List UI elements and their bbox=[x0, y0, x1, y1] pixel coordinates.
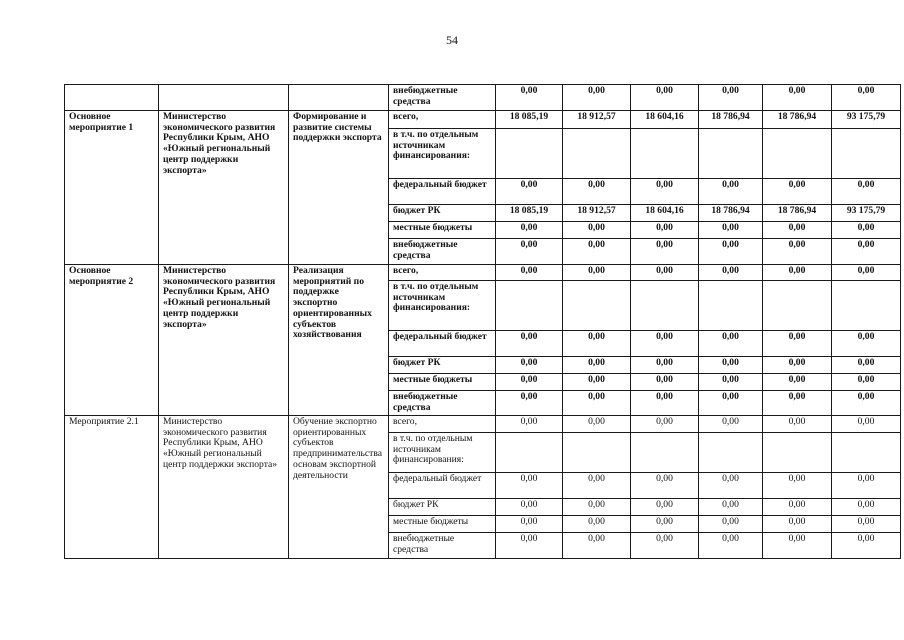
table-body bbox=[65, 85, 901, 559]
value-cell: 0,00 bbox=[699, 239, 763, 265]
source-cell: местные бюджеты bbox=[389, 374, 496, 391]
value-cell: 0,00 bbox=[763, 179, 832, 205]
value-cell: 0,00 bbox=[631, 222, 699, 239]
value-cell: 0,00 bbox=[832, 331, 901, 357]
value-cell: 0,00 bbox=[631, 374, 699, 391]
value-cell: 0,00 bbox=[563, 516, 631, 533]
value-cell: 0,00 bbox=[563, 533, 631, 559]
value-cell: 0,00 bbox=[699, 374, 763, 391]
value-cell bbox=[763, 129, 832, 179]
source-cell: внебюджетные средства bbox=[389, 239, 496, 265]
value-cell bbox=[496, 281, 563, 331]
value-cell bbox=[631, 129, 699, 179]
value-cell: 0,00 bbox=[763, 416, 832, 433]
name-cell: Реализация мероприятий по поддержке экспортно ориентированных субъектов хозяйствования bbox=[289, 265, 389, 416]
value-cell: 0,00 bbox=[563, 331, 631, 357]
value-cell: 0,00 bbox=[563, 239, 631, 265]
source-cell: бюджет РК bbox=[389, 499, 496, 516]
value-cell: 0,00 bbox=[563, 473, 631, 499]
value-cell: 0,00 bbox=[832, 533, 901, 559]
value-cell bbox=[631, 281, 699, 331]
source-cell: всего, bbox=[389, 111, 496, 129]
value-cell: 0,00 bbox=[631, 473, 699, 499]
value-cell: 0,00 bbox=[496, 239, 563, 265]
value-cell bbox=[563, 281, 631, 331]
value-cell: 0,00 bbox=[496, 499, 563, 516]
source-cell: всего, bbox=[389, 265, 496, 281]
source-cell: федеральный бюджет bbox=[389, 331, 496, 357]
value-cell: 0,00 bbox=[832, 516, 901, 533]
budget-table bbox=[64, 84, 901, 559]
value-cell: 0,00 bbox=[832, 357, 901, 374]
value-cell: 0,00 bbox=[832, 85, 901, 111]
page-number: 54 bbox=[446, 33, 458, 47]
value-cell bbox=[631, 433, 699, 473]
status-cell: Основное мероприятие 1 bbox=[65, 111, 159, 265]
value-cell: 0,00 bbox=[699, 473, 763, 499]
status-cell bbox=[65, 85, 159, 111]
value-cell: 0,00 bbox=[763, 239, 832, 265]
value-cell: 0,00 bbox=[631, 516, 699, 533]
value-cell: 0,00 bbox=[631, 533, 699, 559]
value-cell: 0,00 bbox=[763, 499, 832, 516]
value-cell: 93 175,79 bbox=[832, 111, 901, 129]
source-cell: местные бюджеты bbox=[389, 222, 496, 239]
value-cell: 0,00 bbox=[832, 416, 901, 433]
value-cell: 0,00 bbox=[699, 516, 763, 533]
value-cell: 18 786,94 bbox=[699, 205, 763, 222]
value-cell: 0,00 bbox=[631, 499, 699, 516]
value-cell: 18 912,57 bbox=[563, 111, 631, 129]
value-cell: 0,00 bbox=[563, 374, 631, 391]
value-cell: 0,00 bbox=[496, 416, 563, 433]
table-row bbox=[65, 265, 901, 281]
value-cell: 0,00 bbox=[832, 473, 901, 499]
value-cell: 0,00 bbox=[763, 473, 832, 499]
value-cell: 0,00 bbox=[832, 239, 901, 265]
value-cell: 0,00 bbox=[699, 357, 763, 374]
value-cell: 18 786,94 bbox=[763, 111, 832, 129]
source-cell: федеральный бюджет bbox=[389, 473, 496, 499]
value-cell bbox=[699, 129, 763, 179]
value-cell bbox=[832, 129, 901, 179]
source-cell: в т.ч. по отдельным источникам финансирования: bbox=[389, 281, 496, 331]
value-cell: 0,00 bbox=[496, 391, 563, 416]
value-cell: 0,00 bbox=[699, 265, 763, 281]
value-cell: 0,00 bbox=[631, 391, 699, 416]
value-cell: 0,00 bbox=[832, 374, 901, 391]
value-cell: 18 085,19 bbox=[496, 205, 563, 222]
value-cell: 0,00 bbox=[496, 357, 563, 374]
source-cell: местные бюджеты bbox=[389, 516, 496, 533]
value-cell: 0,00 bbox=[496, 473, 563, 499]
value-cell: 0,00 bbox=[763, 265, 832, 281]
value-cell: 0,00 bbox=[763, 391, 832, 416]
source-cell: внебюджетные средства bbox=[389, 391, 496, 416]
value-cell: 0,00 bbox=[699, 391, 763, 416]
value-cell bbox=[832, 281, 901, 331]
source-cell: всего, bbox=[389, 416, 496, 433]
value-cell: 93 175,79 bbox=[832, 205, 901, 222]
value-cell: 0,00 bbox=[563, 179, 631, 205]
status-cell: Мероприятие 2.1 bbox=[65, 416, 159, 559]
value-cell: 0,00 bbox=[631, 179, 699, 205]
status-cell: Основное мероприятие 2 bbox=[65, 265, 159, 416]
value-cell: 18 604,16 bbox=[631, 205, 699, 222]
name-cell: Формирование и развитие системы поддержки экспорта bbox=[289, 111, 389, 265]
value-cell: 0,00 bbox=[699, 533, 763, 559]
executor-cell: Министерство экономического развития Республики Крым, АНО «Южный региональный центр поддержки экспорта» bbox=[159, 111, 289, 265]
value-cell: 0,00 bbox=[699, 331, 763, 357]
value-cell: 18 786,94 bbox=[699, 111, 763, 129]
value-cell: 0,00 bbox=[699, 179, 763, 205]
value-cell: 0,00 bbox=[699, 499, 763, 516]
value-cell bbox=[699, 433, 763, 473]
source-cell: бюджет РК bbox=[389, 357, 496, 374]
value-cell: 0,00 bbox=[631, 416, 699, 433]
value-cell bbox=[496, 129, 563, 179]
value-cell: 0,00 bbox=[699, 222, 763, 239]
value-cell: 0,00 bbox=[699, 416, 763, 433]
executor-cell: Министерство экономического развития Республики Крым, АНО «Южный региональный центр поддержки экспорта» bbox=[159, 265, 289, 416]
value-cell: 0,00 bbox=[496, 533, 563, 559]
value-cell: 0,00 bbox=[563, 85, 631, 111]
value-cell: 0,00 bbox=[563, 357, 631, 374]
value-cell: 0,00 bbox=[832, 499, 901, 516]
value-cell: 0,00 bbox=[496, 222, 563, 239]
value-cell: 0,00 bbox=[563, 416, 631, 433]
value-cell: 0,00 bbox=[563, 222, 631, 239]
table-row bbox=[65, 85, 901, 111]
source-cell: внебюджетные средства bbox=[389, 533, 496, 559]
value-cell: 0,00 bbox=[496, 265, 563, 281]
value-cell: 0,00 bbox=[496, 516, 563, 533]
source-cell: бюджет РК bbox=[389, 205, 496, 222]
value-cell: 18 604,16 bbox=[631, 111, 699, 129]
value-cell: 0,00 bbox=[496, 85, 563, 111]
value-cell: 18 912,57 bbox=[563, 205, 631, 222]
value-cell: 0,00 bbox=[832, 265, 901, 281]
table-row bbox=[65, 111, 901, 129]
executor-cell bbox=[159, 85, 289, 111]
value-cell bbox=[699, 281, 763, 331]
source-cell: в т.ч. по отдельным источникам финансирования: bbox=[389, 129, 496, 179]
value-cell: 18 786,94 bbox=[763, 205, 832, 222]
value-cell: 0,00 bbox=[563, 265, 631, 281]
value-cell: 0,00 bbox=[631, 265, 699, 281]
value-cell: 0,00 bbox=[699, 85, 763, 111]
value-cell: 0,00 bbox=[763, 85, 832, 111]
value-cell: 0,00 bbox=[832, 222, 901, 239]
value-cell: 0,00 bbox=[763, 331, 832, 357]
value-cell: 0,00 bbox=[496, 374, 563, 391]
value-cell: 0,00 bbox=[563, 499, 631, 516]
value-cell: 18 085,19 bbox=[496, 111, 563, 129]
value-cell bbox=[496, 433, 563, 473]
table-row bbox=[65, 416, 901, 433]
value-cell: 0,00 bbox=[763, 533, 832, 559]
value-cell: 0,00 bbox=[496, 331, 563, 357]
source-cell: в т.ч. по отдельным источникам финансирования: bbox=[389, 433, 496, 473]
value-cell bbox=[763, 281, 832, 331]
source-cell: федеральный бюджет bbox=[389, 179, 496, 205]
value-cell: 0,00 bbox=[832, 179, 901, 205]
value-cell: 0,00 bbox=[563, 391, 631, 416]
value-cell: 0,00 bbox=[496, 179, 563, 205]
value-cell: 0,00 bbox=[631, 331, 699, 357]
name-cell: Обучение экспортно ориентированных субъектов предпринимательства основам экспортной деятельности bbox=[289, 416, 389, 559]
value-cell bbox=[832, 433, 901, 473]
value-cell bbox=[563, 129, 631, 179]
source-cell: внебюджетные средства bbox=[389, 85, 496, 111]
value-cell: 0,00 bbox=[631, 85, 699, 111]
value-cell: 0,00 bbox=[763, 357, 832, 374]
value-cell: 0,00 bbox=[763, 516, 832, 533]
value-cell bbox=[763, 433, 832, 473]
name-cell bbox=[289, 85, 389, 111]
value-cell: 0,00 bbox=[631, 239, 699, 265]
value-cell bbox=[563, 433, 631, 473]
executor-cell: Министерство экономического развития Республики Крым, АНО «Южный региональный центр поддержки экспорта» bbox=[159, 416, 289, 559]
value-cell: 0,00 bbox=[763, 222, 832, 239]
value-cell: 0,00 bbox=[631, 357, 699, 374]
value-cell: 0,00 bbox=[832, 391, 901, 416]
value-cell: 0,00 bbox=[763, 374, 832, 391]
